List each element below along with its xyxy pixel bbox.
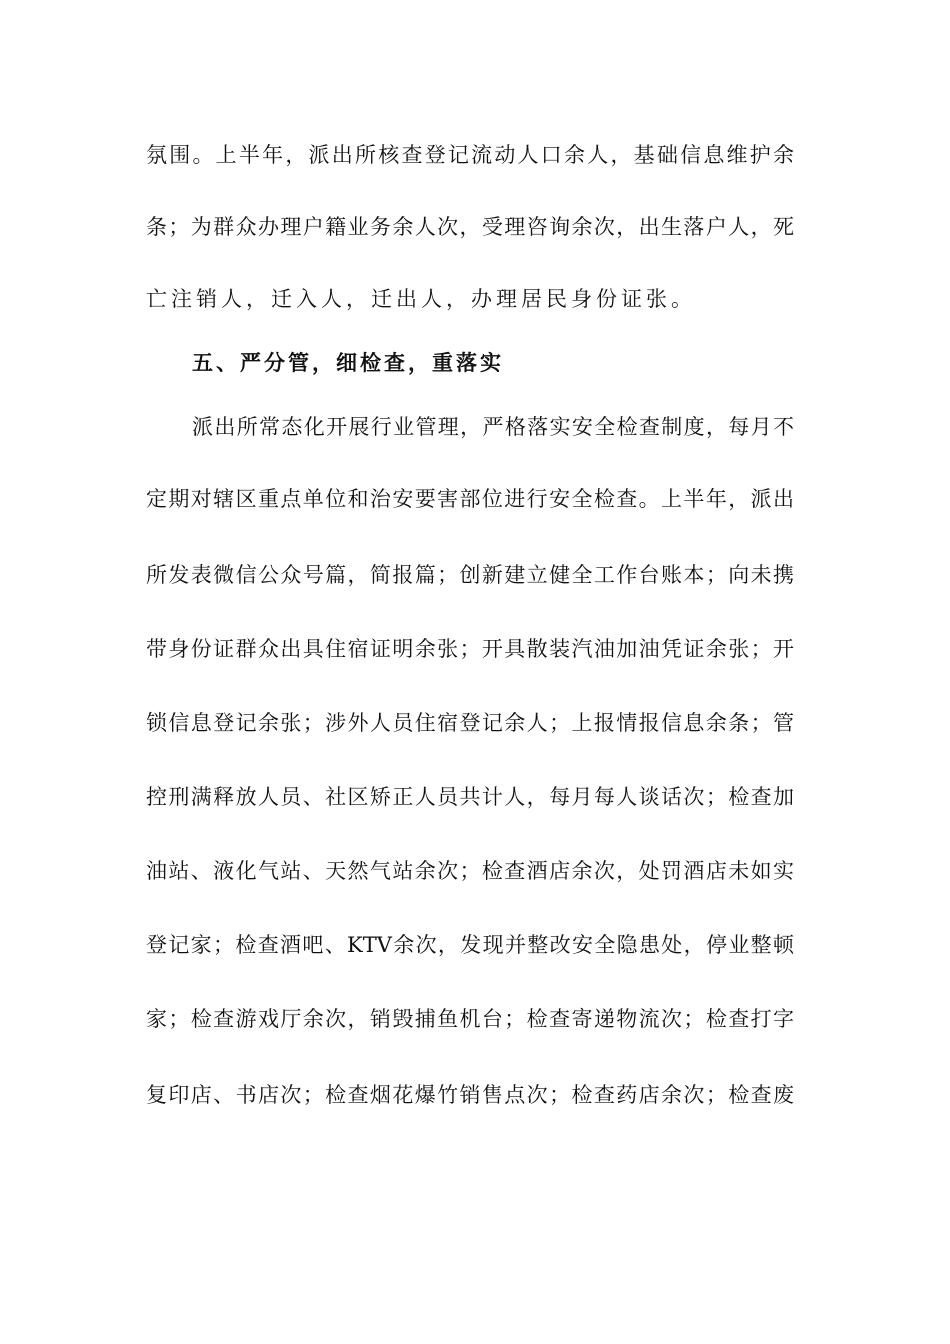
text-line: 油站、液化气站、天然气站余次；检查酒店余次，处罚酒店未如实	[146, 859, 794, 883]
text-line: 氛围。上半年，派出所核查登记流动人口余人，基础信息维护余	[146, 143, 794, 167]
text-line: 亡注销人，迁入人，迁出人，办理居民身份证张。	[146, 287, 696, 311]
text-line: 派出所常态化开展行业管理，严格落实安全检查制度，每月不	[192, 415, 794, 439]
text-line: 所发表微信公众号篇，简报篇；创新建立健全工作台账本；向未携	[146, 563, 794, 587]
text-line: 登记家；检查酒吧、KTV余次，发现并整改安全隐患处，停业整顿	[146, 933, 794, 957]
text-line: 定期对辖区重点单位和治安要害部位进行安全检查。上半年，派出	[146, 487, 794, 511]
text-line: 控刑满释放人员、社区矫正人员共计人，每月每人谈话次；检查加	[146, 785, 794, 809]
text-line: 带身份证群众出具住宿证明余张；开具散装汽油加油凭证余张；开	[146, 637, 794, 661]
section-heading: 五、严分管，细检查，重落实	[192, 351, 504, 375]
text-line: 锁信息登记余张；涉外人员住宿登记余人；上报情报信息余条；管	[146, 711, 794, 735]
text-line: 家；检查游戏厅余次，销毁捕鱼机台；检查寄递物流次；检查打字	[146, 1007, 794, 1031]
text-line: 复印店、书店次；检查烟花爆竹销售点次；检查药店余次；检查废	[146, 1083, 794, 1107]
text-line: 条；为群众办理户籍业务余人次，受理咨询余次，出生落户人，死	[146, 215, 794, 239]
